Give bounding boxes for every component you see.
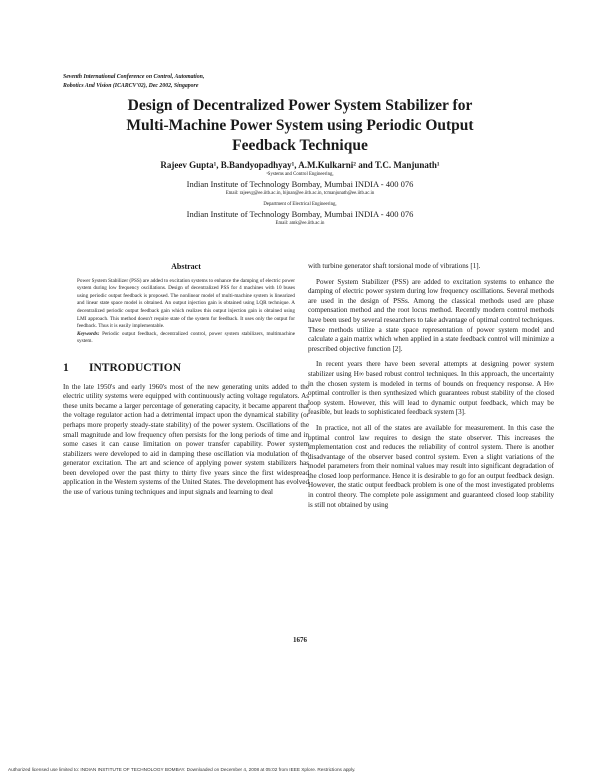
affiliation-1-dept: ¹Systems and Control Engineering, <box>266 172 334 177</box>
title-line-3: Feedback Technique <box>232 137 368 154</box>
conference-line-2: Robotics And Vision (ICARCV'02), Dec 2002, Singapore <box>63 83 199 89</box>
section-title: INTRODUCTION <box>89 361 182 374</box>
abstract-body <box>63 278 309 346</box>
author-block <box>60 160 540 228</box>
affiliation-2-dept: Department of Electrical Engineering, <box>263 202 337 207</box>
license-footer: Authorized licensed use limited to: INDIAN INSTITUTE OF TECHNOLOGY BOMBAY. Downloaded on December 4, 2008 at 05:02 from IEEE Xplore. Restrictions apply. <box>8 767 356 772</box>
page-number: 1676 <box>293 636 307 644</box>
section-heading-introduction <box>63 361 309 374</box>
affiliation-1-institute: Indian Institute of Technology Bombay, Mumbai INDIA - 400 076 <box>186 179 414 189</box>
affiliation-1-email: Email: rajeevg@ee.iitb.ac.in, bijnan@ee.iitb.ac.in, tcmanjunath@ee.iitb.ac.in <box>225 191 375 196</box>
abstract-text: Power System Stabilizer (PSS) are added to excitation systems to enhance the damping of electric power system during low frequency oscillations. Design of decentralized PSS for 4 machines with 10 buses using periodic output feedback is proposed. The nonlinear model of multi-machine system is linearized and linear state space model is obtained. An output injection gain is obtained using LQR technique. A decentralized periodic output feedback gain which realizes this output injection gain is obtained using LMI approach. This method doesn't require state of the system for feedback. It uses only the output for feedback. Thus it is easily implementable. <box>77 277 295 330</box>
keywords-label: Keywords: <box>77 330 100 337</box>
conference-line-1: Seventh International Conference on Control, Automation, <box>63 74 205 80</box>
right-paragraph-3: In recent years there have been several attempts at designing power system stabilizer using H∞ based robust control techniques. In this approach, the uncertainty in the chosen system is modeled in terms of bounds on frequency response. A H∞ optimal controller is then synthesized which guarantees robust stability of the closed loop system. However, this will lead to dynamic output feedback, which may be feasible, but leads to sophisticated feedback system [3]. <box>308 360 554 417</box>
title-line-1: Design of Decentralized Power System Stabilizer for <box>127 97 473 114</box>
right-paragraph-4: In practice, not all of the states are available for measurement. In this case the optimal control law requires to design the state observer. This increases the implementation cost and reduces the reliability of control system. There is another disadvantage of the observer based control system. Even a slight variations of the model parameters from their nominal values may result into significant degradation of the closed loop performance. Hence it is desirable to go for an output feedback design. However, the static output feedback problem is one of the most investigated problems in control theory. The complete pole assignment and guaranteed closed loop stability is still not obtained by using <box>308 423 554 509</box>
left-column <box>63 262 309 504</box>
paper-title <box>60 96 540 156</box>
conference-info <box>63 73 323 91</box>
keywords <box>77 331 295 346</box>
affiliation-2-institute: Indian Institute of Technology Bombay, Mumbai INDIA - 400 076 <box>186 209 414 219</box>
title-line-2: Multi-Machine Power System using Periodic Output <box>126 117 474 134</box>
right-column <box>308 262 554 516</box>
section-number: 1 <box>63 361 69 374</box>
right-paragraph-1: with turbine generator shaft torsional mode of vibrations [1]. <box>308 262 481 270</box>
right-paragraph-2: Power System Stabilizer (PSS) are added to excitation systems to enhance the damping of electric power system during low frequency oscillations. Several methods are used in the design of PSSs. Among the classical methods used are phase compensation method and the root locus method. Recently modern control methods have been used by several researchers to take advantage of optimal control techniques. These methods utilize a state space representation of power system model and calculate a gain matrix which when applied in a state feedback control will minimize a prescribed objective function [2]. <box>308 277 555 353</box>
abstract-heading: Abstract <box>171 262 201 271</box>
affiliation-2-email: Email: amk@ee.iitb.ac.in <box>275 221 325 226</box>
keywords-text: Periodic output feedback, decentralized control, power system stabilizers, multimachine system. <box>77 330 295 345</box>
intro-paragraph-1: In the late 1950's and early 1960's most of the new generating units added to the electric utility systems were equipped with continuously acting voltage regulators. As these units became a larger percentage of generating capacity, it became apparent that the voltage regulator action had a detrimental impact upon the dynamical stability (or perhaps more properly steady-state stability) of the power system. Oscillations of the small magnitude and low frequency often persists for the long periods of time and in some cases it can cause limitation on power transfer capability. Power system stabilizers were developed to aid in damping these oscillation via modulation of the generator excitation. The art and science of applying power system stabilizers has been developed over the past thirty to thirty five years since the first widespread application in the Western systems of the United States. The development has evolved the use of various tuning techniques and input signals and learning to deal <box>63 382 309 497</box>
author-names: Rajeev Gupta¹, B.Bandyopadhyay¹, A.M.Kulkarni² and T.C. Manjunath¹ <box>160 160 440 170</box>
